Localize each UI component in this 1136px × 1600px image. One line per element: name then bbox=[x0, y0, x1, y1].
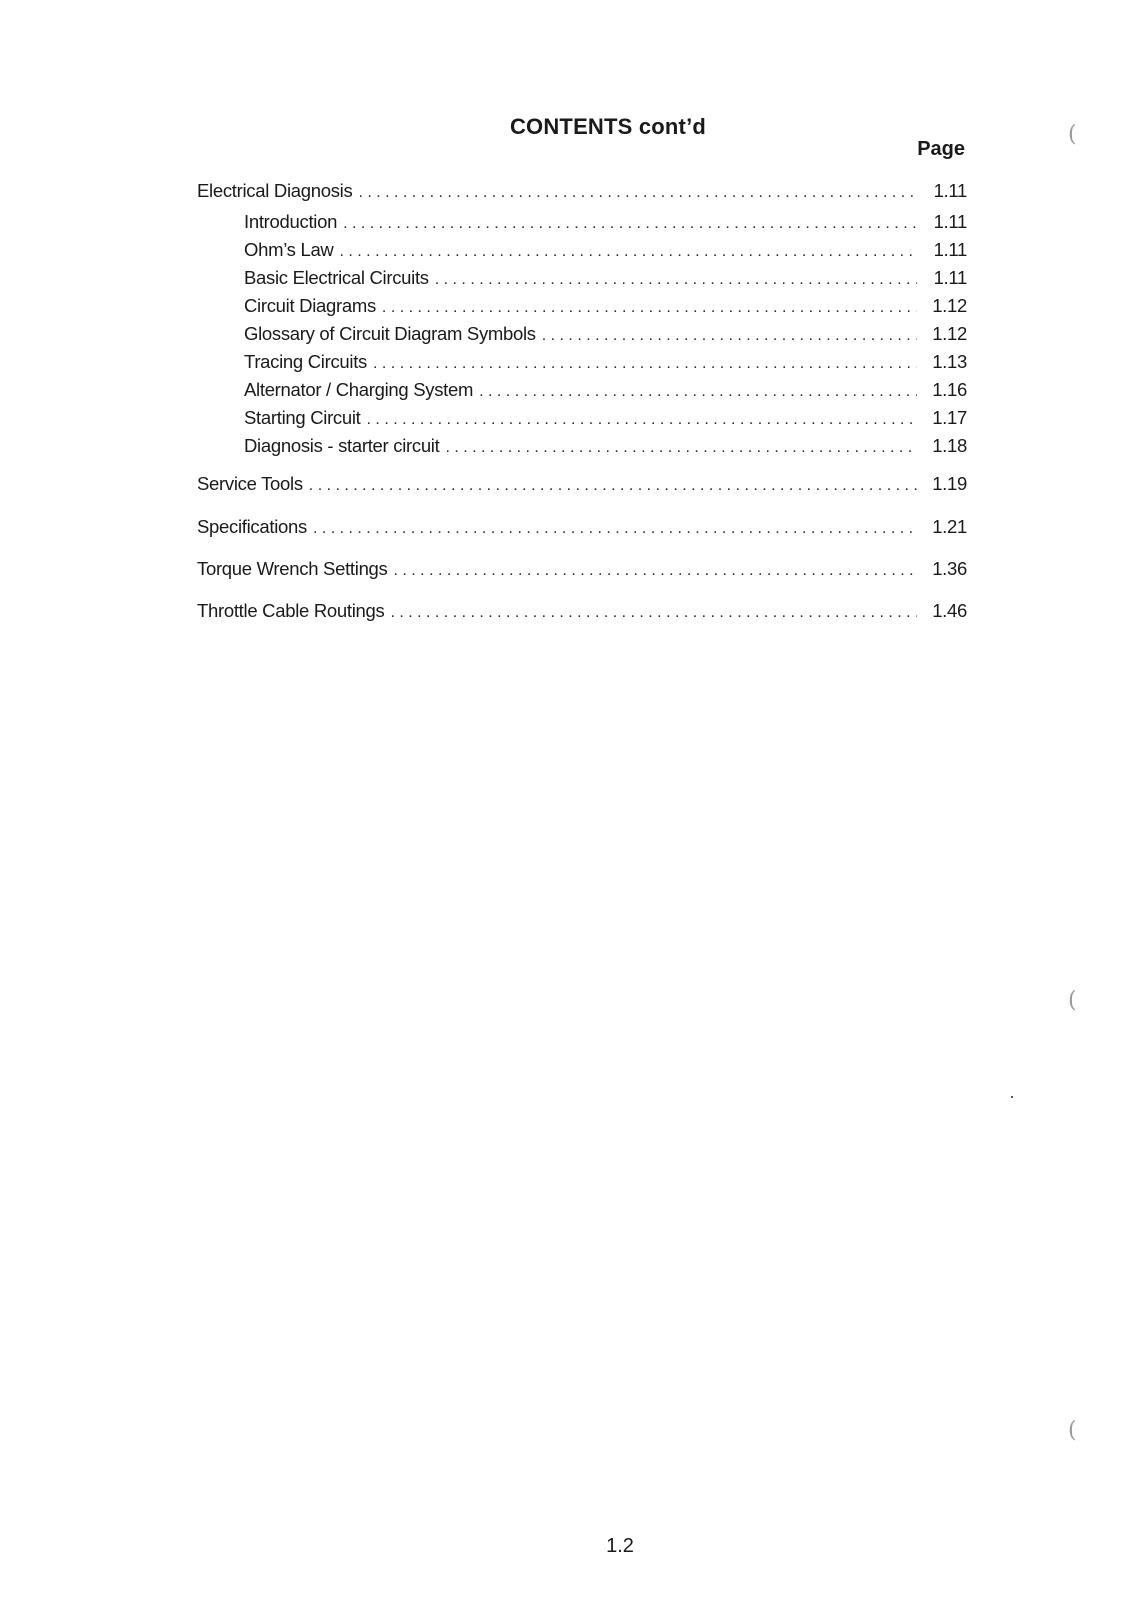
dot-leader bbox=[445, 439, 917, 457]
toc-entry-page: 1.19 bbox=[932, 473, 967, 494]
toc-entry-page: 1.21 bbox=[932, 516, 967, 537]
toc-entry-page: 1.17 bbox=[932, 407, 967, 428]
contents-title: CONTENTS cont’d bbox=[509, 114, 707, 139]
toc-entry-label: Service Tools bbox=[197, 473, 303, 494]
dot-leader bbox=[358, 184, 917, 202]
dot-leader bbox=[367, 411, 917, 429]
toc-entry-ohms-law bbox=[244, 239, 967, 263]
binder-hole-mark: ( bbox=[1068, 988, 1077, 1013]
toc-entry-page: 1.46 bbox=[932, 600, 967, 621]
binder-hole-mark: ( bbox=[1068, 122, 1077, 147]
dot-leader bbox=[479, 383, 917, 401]
dot-leader bbox=[313, 520, 917, 538]
dot-leader bbox=[343, 215, 917, 233]
scan-speck bbox=[1011, 1096, 1013, 1098]
toc-entry-introduction bbox=[244, 211, 967, 235]
toc-entry-label: Ohm’s Law bbox=[244, 239, 334, 260]
dot-leader bbox=[542, 327, 917, 345]
toc-entry-page: 1.18 bbox=[932, 435, 967, 456]
toc-entry-label: Starting Circuit bbox=[244, 407, 361, 428]
toc-entry-label: Specifications bbox=[197, 516, 307, 537]
toc-entry-label: Basic Electrical Circuits bbox=[244, 267, 429, 288]
toc-entry-label: Throttle Cable Routings bbox=[197, 600, 385, 621]
toc-entry-label: Alternator / Charging System bbox=[244, 379, 474, 400]
toc-entry-page: 1.11 bbox=[933, 267, 967, 288]
toc-entry-page: 1.12 bbox=[932, 295, 967, 316]
toc-entry-label: Introduction bbox=[244, 211, 338, 232]
toc-entry-basic-electrical-circuits bbox=[244, 267, 967, 291]
toc-entry-label: Diagnosis - starter circuit bbox=[244, 435, 440, 456]
toc-entry-page: 1.13 bbox=[932, 351, 967, 372]
toc-entry-label: Glossary of Circuit Diagram Symbols bbox=[244, 323, 536, 344]
dot-leader bbox=[373, 355, 917, 373]
toc-entry-torque-wrench-settings bbox=[197, 558, 967, 582]
toc-entry-starting-circuit bbox=[244, 407, 967, 431]
toc-entry-service-tools bbox=[197, 473, 967, 497]
toc-entry-alternator-charging-system bbox=[244, 379, 967, 403]
dot-leader bbox=[435, 271, 917, 289]
toc-entry-label: Electrical Diagnosis bbox=[197, 180, 353, 201]
toc-entry-circuit-diagrams bbox=[244, 295, 967, 319]
dot-leader bbox=[394, 562, 918, 580]
toc-entry-page: 1.16 bbox=[932, 379, 967, 400]
toc-entry-page: 1.11 bbox=[933, 180, 967, 201]
dot-leader bbox=[390, 604, 917, 622]
toc-entry-page: 1.11 bbox=[933, 211, 967, 232]
toc-entry-throttle-cable-routings bbox=[197, 600, 967, 624]
toc-entry-specifications bbox=[197, 516, 967, 540]
toc-entry-diagnosis-starter-circuit bbox=[244, 435, 967, 459]
toc-entry-label: Torque Wrench Settings bbox=[197, 558, 388, 579]
toc-entry-label: Tracing Circuits bbox=[244, 351, 368, 372]
dot-leader bbox=[309, 477, 917, 495]
toc-entry-page: 1.36 bbox=[932, 558, 967, 579]
toc-entry-glossary-of-circuit-diagram-symbols bbox=[244, 323, 967, 347]
page-number: 1.2 bbox=[606, 1535, 634, 1557]
dot-leader bbox=[340, 243, 918, 261]
dot-leader bbox=[382, 299, 917, 317]
toc-entry-tracing-circuits bbox=[244, 351, 967, 375]
toc-entry-page: 1.12 bbox=[932, 323, 967, 344]
toc-entry-electrical-diagnosis bbox=[197, 180, 967, 204]
toc-entry-page: 1.11 bbox=[933, 239, 967, 260]
binder-hole-mark: ( bbox=[1068, 1418, 1077, 1443]
toc-entry-label: Circuit Diagrams bbox=[244, 295, 376, 316]
page-column-header: Page bbox=[917, 138, 965, 160]
